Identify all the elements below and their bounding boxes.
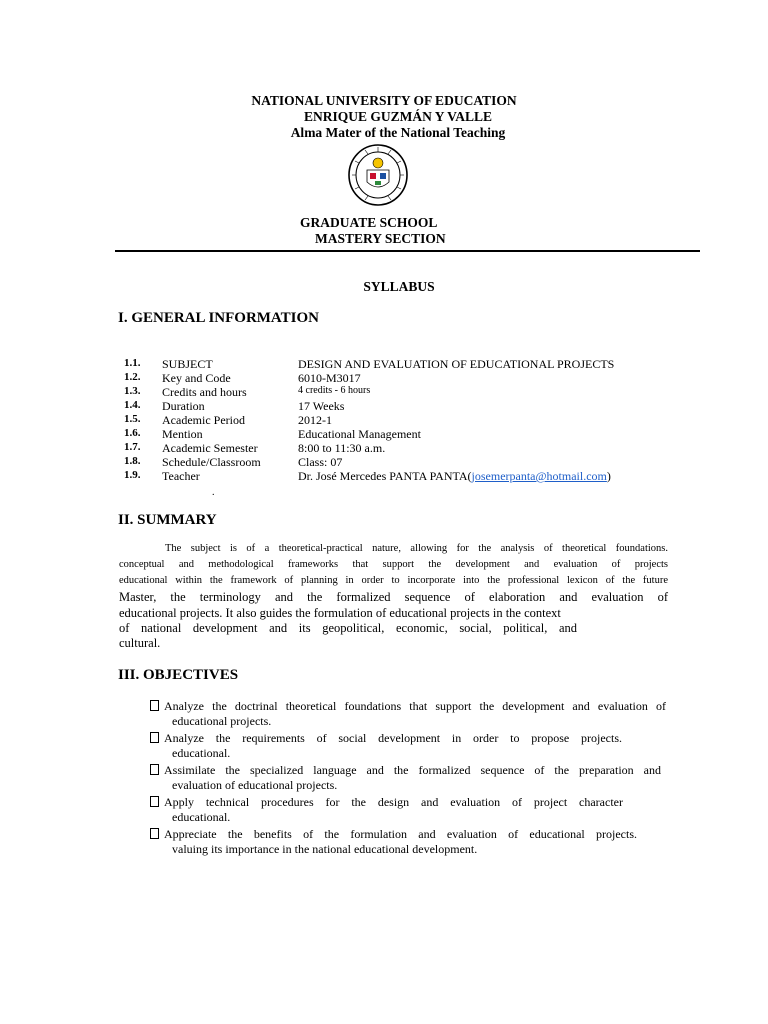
objective-text-continued: evaluation of educational projects. (172, 778, 338, 792)
info-label: Duration (162, 399, 205, 413)
info-number: 1.1. (124, 357, 141, 369)
summary-line: educational projects. It also guides the formulation of educational projects in the context (119, 606, 561, 620)
info-label: Key and Code (162, 371, 231, 385)
summary-line: Master, the terminology and the formalized sequence of elaboration and evaluation of (119, 590, 668, 604)
info-value: 8:00 to 11:30 a.m. (298, 441, 386, 455)
objective-text-continued: educational. (172, 810, 231, 824)
info-number: 1.2. (124, 371, 141, 383)
info-label: Mention (162, 427, 203, 441)
summary-heading: II. SUMMARY (118, 512, 217, 528)
info-number: 1.4. (124, 399, 141, 411)
objective-item (150, 699, 666, 729)
objective-text: Appreciate the benefits of the formulation and evaluation of educational projects. (164, 827, 637, 841)
info-label: Teacher (162, 469, 200, 483)
objective-text-continued: valuing its importance in the national educational development. (172, 842, 478, 856)
info-number: 1.6. (124, 427, 141, 439)
info-number: 1.9. (124, 469, 141, 481)
info-value: 17 Weeks (298, 399, 345, 413)
teacher-suffix: ) (606, 469, 611, 483)
objective-text: Analyze the doctrinal theoretical foundations that support the development and evaluation of (164, 699, 666, 713)
info-label: Academic Semester (162, 441, 258, 455)
objective-text: Analyze the requirements of social development in order to propose projects. (164, 731, 622, 745)
info-value: 2012-1 (298, 413, 332, 427)
objective-item (150, 731, 622, 761)
info-value: Class: 07 (298, 455, 343, 469)
checkbox-bullet-icon (150, 828, 159, 839)
objective-text: Assimilate the specialized language and the formalized sequence of the preparation and (164, 763, 661, 777)
header-divider (115, 250, 700, 252)
checkbox-bullet-icon (150, 796, 159, 807)
checkbox-bullet-icon (150, 764, 159, 775)
objectives-heading: III. OBJECTIVES (118, 667, 239, 683)
university-subtitle: ENRIQUE GUZMÁN Y VALLE (304, 109, 492, 124)
info-label: Academic Period (162, 413, 245, 427)
stray-mark: . (212, 487, 215, 498)
info-value: 4 credits - 6 hours (298, 385, 371, 396)
summary-line: The subject is of a theoretical-practical nature, allowing for the analysis of theoretical foundations. (165, 543, 668, 554)
info-number: 1.3. (124, 385, 141, 397)
info-value: Educational Management (298, 427, 421, 441)
summary-line: of national development and its geopolitical, economic, social, political, and (119, 621, 577, 635)
objective-text-continued: educational projects. (172, 714, 272, 728)
mastery-section: MASTERY SECTION (315, 231, 446, 246)
objective-text: Apply technical procedures for the design and evaluation of project character (164, 795, 623, 809)
summary-line: educational within the framework of planning in order to incorporate into the professional lexicon of the future (119, 575, 668, 586)
summary-line: cultural. (119, 636, 161, 650)
objective-text-continued: educational. (172, 746, 231, 760)
checkbox-bullet-icon (150, 700, 159, 711)
university-motto: Alma Mater of the National Teaching (290, 125, 506, 140)
info-value: 6010-M3017 (298, 371, 361, 385)
teacher-email-link[interactable]: josemerpanta@hotmail.com (471, 469, 607, 483)
university-name: NATIONAL UNIVERSITY OF EDUCATION (251, 93, 517, 108)
general-information-heading: I. GENERAL INFORMATION (118, 310, 319, 326)
checkbox-bullet-icon (150, 732, 159, 743)
teacher-name: Dr. José Mercedes PANTA PANTA( (298, 469, 472, 483)
document-title: SYLLABUS (363, 279, 435, 294)
info-number: 1.7. (124, 441, 141, 453)
info-label: SUBJECT (162, 357, 213, 371)
summary-line: conceptual and methodological frameworks that support the development and evaluation of projects (119, 559, 668, 570)
info-label: Schedule/Classroom (162, 455, 261, 469)
info-value (298, 469, 611, 484)
graduate-school: GRADUATE SCHOOL (300, 215, 438, 230)
info-number: 1.8. (124, 455, 141, 467)
university-seal-icon (347, 144, 409, 206)
info-label: Credits and hours (162, 385, 247, 399)
objective-item (150, 795, 623, 825)
info-number: 1.5. (124, 413, 141, 425)
objective-item (150, 827, 637, 857)
objective-item (150, 763, 661, 793)
info-value: DESIGN AND EVALUATION OF EDUCATIONAL PROJECTS (298, 357, 615, 371)
